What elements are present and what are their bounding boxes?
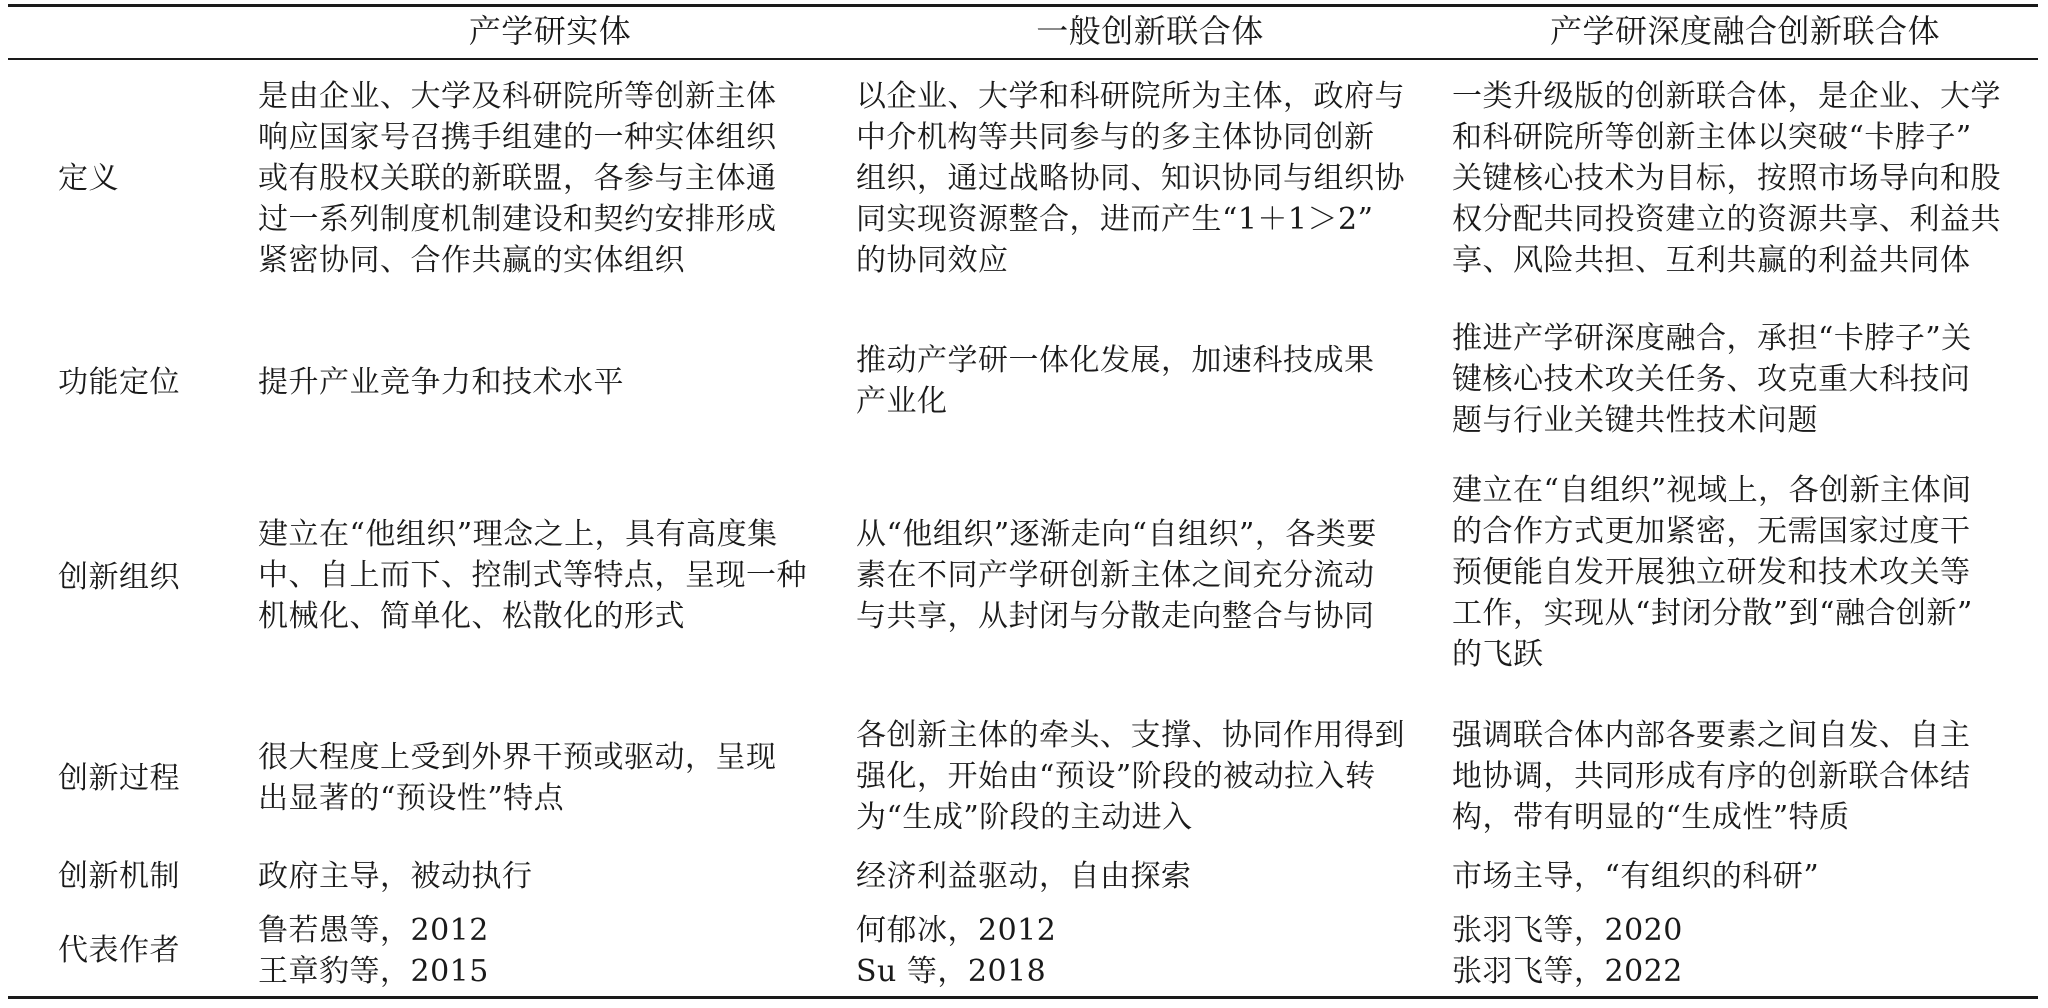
cell-line: 和科研院所等创新主体以突破“卡脖子”: [1452, 120, 1972, 155]
cell-line: 的合作方式更加紧密，无需国家过度干: [1452, 514, 1971, 549]
cell-line: 预便能自发开展独立研发和技术攻关等: [1452, 555, 1971, 590]
cell-line: 的飞跃: [1452, 637, 1544, 672]
column-header-deep-integration-consortium: 产学研深度融合创新联合体: [1549, 12, 1940, 50]
cell-line: 为“生成”阶段的主动进入: [856, 800, 1193, 835]
cell-line: 推动产学研一体化发展，加速科技成果: [856, 343, 1375, 378]
cell-line: 构，带有明显的“生成性”特质: [1452, 800, 1850, 835]
table-cell: [1452, 76, 2042, 281]
table-cell: [856, 340, 1446, 422]
cell-line: 强调联合体内部各要素之间自发、自主: [1452, 718, 1971, 753]
cell-line: 王章豹等，2015: [258, 954, 489, 989]
cell-line: 键核心技术攻关任务、攻克重大科技问: [1452, 362, 1971, 397]
table-cell: [1452, 715, 2042, 838]
cell-line: 中、自上而下、控制式等特点，呈现一种: [258, 558, 807, 593]
cell-line: 政府主导，被动执行: [258, 859, 533, 894]
table-cell: [1452, 910, 2042, 992]
table-cell: [1452, 856, 2042, 897]
cell-line: 的协同效应: [856, 243, 1009, 278]
cell-line: 过一系列制度机制建设和契约安排形成: [258, 202, 777, 237]
row-label-innovation-process: 创新过程: [58, 761, 180, 796]
cell-line: 关键核心技术为目标，按照市场导向和股: [1452, 161, 2001, 196]
table-cell: [856, 76, 1446, 281]
cell-line: 以企业、大学和科研院所为主体，政府与: [856, 79, 1405, 114]
cell-line: 一类升级版的创新联合体，是企业、大学: [1452, 79, 2001, 114]
cell-line: 张羽飞等，2020: [1452, 913, 1683, 948]
table-cell: [856, 856, 1446, 897]
cell-line: 紧密协同、合作共赢的实体组织: [258, 243, 685, 278]
cell-line: 或有股权关联的新联盟，各参与主体通: [258, 161, 777, 196]
cell-line: 组织，通过战略协同、知识协同与组织协: [856, 161, 1405, 196]
cell-line: 各创新主体的牵头、支撑、协同作用得到: [856, 718, 1405, 753]
cell-line: 地协调，共同形成有序的创新联合体结: [1452, 759, 1971, 794]
table-cell: [258, 737, 848, 819]
table-cell: [258, 76, 848, 281]
row-label-representative-authors: 代表作者: [58, 933, 180, 968]
table-top-rule: [8, 4, 2038, 7]
table-cell: [258, 910, 848, 992]
cell-line: 机械化、简单化、松散化的形式: [258, 599, 685, 634]
cell-line: 张羽飞等，2022: [1452, 954, 1683, 989]
table-cell: [856, 514, 1446, 637]
table-cell: [258, 856, 848, 897]
cell-line: 提升产业竞争力和技术水平: [258, 365, 624, 400]
cell-line: 经济利益驱动，自由探索: [856, 859, 1192, 894]
cell-line: 题与行业关键共性技术问题: [1452, 403, 1818, 438]
cell-line: 从“他组织”逐渐走向“自组织”，各类要: [856, 517, 1377, 552]
table-cell: [1452, 470, 2042, 675]
table-cell: [856, 910, 1446, 992]
cell-line: 鲁若愚等，2012: [258, 913, 489, 948]
cell-line: 何郁冰，2012: [856, 913, 1057, 948]
cell-line: Su 等，2018: [856, 954, 1047, 989]
cell-line: 权分配共同投资建立的资源共享、利益共: [1452, 202, 2001, 237]
cell-line: 中介机构等共同参与的多主体协同创新: [856, 120, 1375, 155]
column-header-industry-research-entity: 产学研实体: [468, 12, 632, 50]
cell-line: 推进产学研深度融合，承担“卡脖子”关: [1452, 321, 1972, 356]
cell-line: 工作，实现从“封闭分散”到“融合创新”: [1452, 596, 1973, 631]
cell-line: 建立在“自组织”视域上，各创新主体间: [1452, 473, 1972, 508]
row-label-innovation-organization: 创新组织: [58, 560, 180, 595]
table-bottom-rule: [8, 996, 2038, 999]
cell-line: 同实现资源整合，进而产生“1＋1＞2”: [856, 202, 1374, 237]
cell-line: 响应国家号召携手组建的一种实体组织: [258, 120, 777, 155]
cell-line: 建立在“他组织”理念之上，具有高度集: [258, 517, 778, 552]
table-cell: [258, 362, 848, 403]
cell-line: 与共享，从封闭与分散走向整合与协同: [856, 599, 1375, 634]
column-header-general-innovation-consortium: 一般创新联合体: [1036, 12, 1264, 50]
row-label-definition: 定义: [58, 161, 119, 196]
cell-line: 是由企业、大学及科研院所等创新主体: [258, 79, 777, 114]
table-cell: [1452, 318, 2042, 441]
cell-line: 很大程度上受到外界干预或驱动，呈现: [258, 740, 777, 775]
row-label-innovation-mechanism: 创新机制: [58, 859, 180, 894]
cell-line: 强化，开始由“预设”阶段的被动拉入转: [856, 759, 1376, 794]
cell-line: 产业化: [856, 384, 948, 419]
cell-line: 享、风险共担、互利共赢的利益共同体: [1452, 243, 1971, 278]
row-label-function-positioning: 功能定位: [58, 365, 180, 400]
table-header-rule: [8, 58, 2038, 60]
cell-line: 素在不同产学研创新主体之间充分流动: [856, 558, 1375, 593]
table-cell: [856, 715, 1446, 838]
cell-line: 市场主导，“有组织的科研”: [1452, 859, 1820, 894]
table-cell: [258, 514, 848, 637]
cell-line: 出显著的“预设性”特点: [258, 781, 565, 816]
